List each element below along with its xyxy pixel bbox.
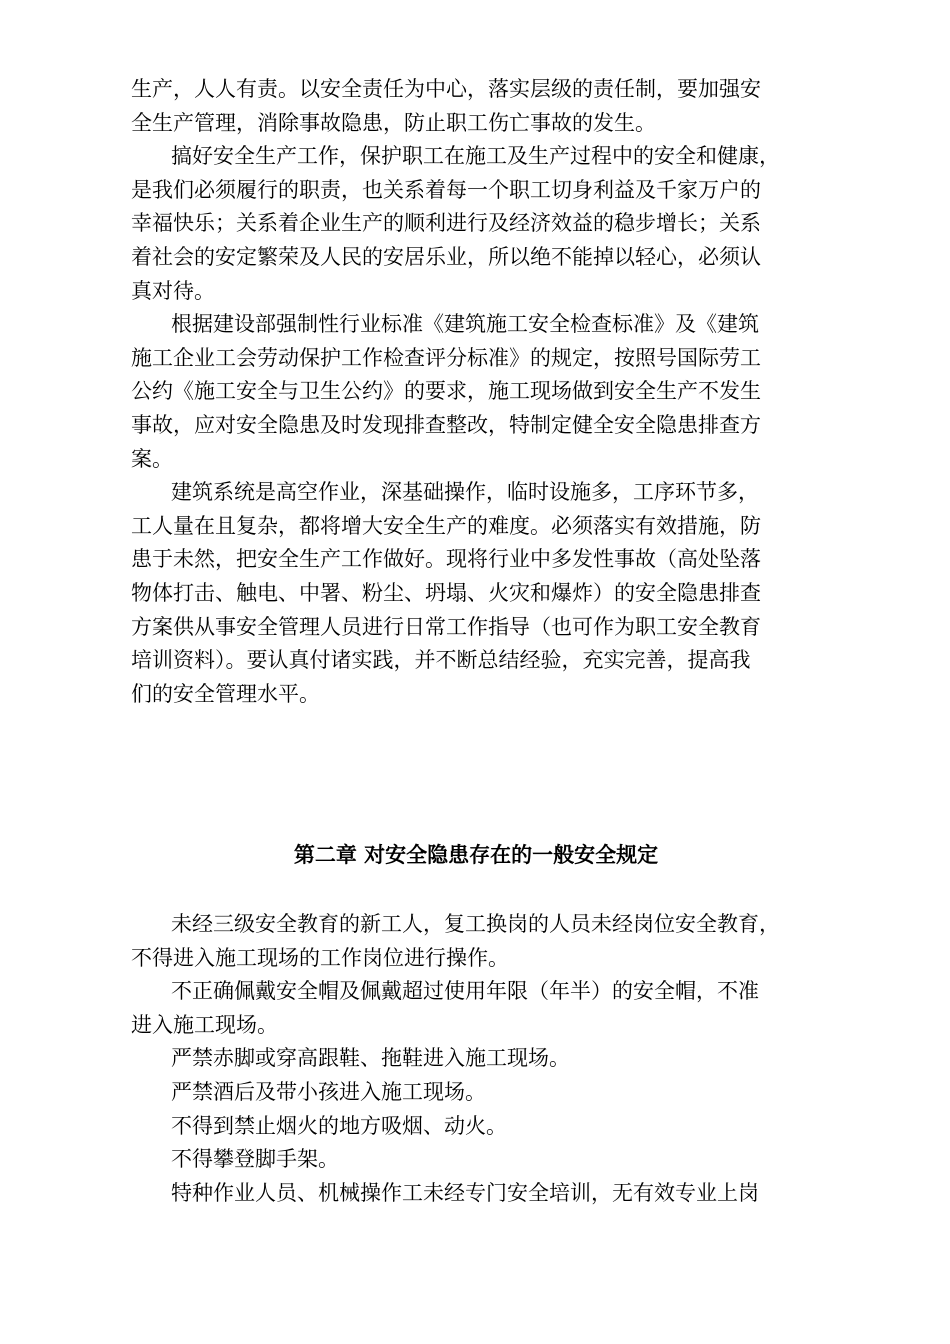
- paragraph-start-line: 根据建设部强制性行业标准《建筑施工安全检查标准》及《建筑: [171, 312, 759, 337]
- paragraph-start-line: 建筑系统是高空作业，深基础操作，临时设施多，工序环节多，: [171, 480, 759, 505]
- text-line: 工人量在且复杂，都将增大安全生产的难度。必须落实有效措施，防: [131, 513, 761, 538]
- text-line: 施工企业工会劳动保护工作检查评分标准》的规定，按照号国际劳工: [131, 345, 761, 370]
- text-line: 进入施工现场。: [131, 1012, 278, 1037]
- text-line: 是我们必须履行的职责，也关系着每一个职工切身利益及千家万户的: [131, 177, 761, 202]
- chapter-title: 第二章 对安全隐患存在的一般安全规定: [293, 843, 659, 867]
- text-line: 患于未然，把安全生产工作做好。现将行业中多发性事故（高处坠落: [131, 547, 761, 572]
- text-line: 事故，应对安全隐患及时发现排查整改，特制定健全安全隐患排查方: [131, 412, 761, 437]
- paragraph-start-line: 严禁酒后及带小孩进入施工现场。: [171, 1079, 486, 1104]
- paragraph-start-line: 未经三级安全教育的新工人，复工换岗的人员未经岗位安全教育，: [171, 912, 780, 936]
- text-line: 幸福快乐；关系着企业生产的顺利进行及经济效益的稳步增长；关系: [131, 211, 761, 236]
- paragraph-start-line: 不得攀登脚手架。: [171, 1147, 339, 1172]
- intro-text-block: [131, 73, 821, 711]
- text-line: 物体打击、触电、中署、粉尘、坍塌、火灾和爆炸）的安全隐患排查: [131, 580, 761, 605]
- paragraph-start-line: 搞好安全生产工作，保护职工在施工及生产过程中的安全和健康，: [171, 144, 780, 169]
- text-line: 公约《施工安全与卫生公约》的要求，施工现场做到安全生产不发生: [131, 379, 761, 404]
- paragraph-start-line: 不得到禁止烟火的地方吸烟、动火。: [171, 1113, 507, 1138]
- paragraph-start-line: 特种作业人员、机械操作工未经专门安全培训，无有效专业上岗: [171, 1180, 759, 1205]
- text-line: 不得进入施工现场的工作岗位进行操作。: [131, 945, 509, 970]
- text-line: 生产，人人有责。以安全责任为中心，落实层级的责任制，要加强安: [131, 77, 761, 101]
- paragraph-start-line: 严禁赤脚或穿高跟鞋、拖鞋进入施工现场。: [171, 1046, 570, 1071]
- text-line: 们的安全管理水平。: [131, 681, 320, 706]
- text-line: 全生产管理，消除事故隐患，防止职工伤亡事故的发生。: [131, 110, 656, 135]
- text-line: 着社会的安定繁荣及人民的安居乐业，所以绝不能掉以轻心，必须认: [131, 244, 761, 269]
- text-line: 案。: [131, 446, 173, 471]
- paragraph-start-line: 不正确佩戴安全帽及佩戴超过使用年限（年半）的安全帽，不准: [171, 979, 759, 1004]
- chapter-2-text-block: [131, 908, 821, 1210]
- text-line: 方案供从事安全管理人员进行日常工作指导（也可作为职工安全教育: [131, 614, 761, 639]
- text-line: 培训资料）。要认真付诸实践，并不断总结经验，充实完善，提高我: [131, 648, 751, 673]
- text-line: 真对待。: [131, 278, 215, 303]
